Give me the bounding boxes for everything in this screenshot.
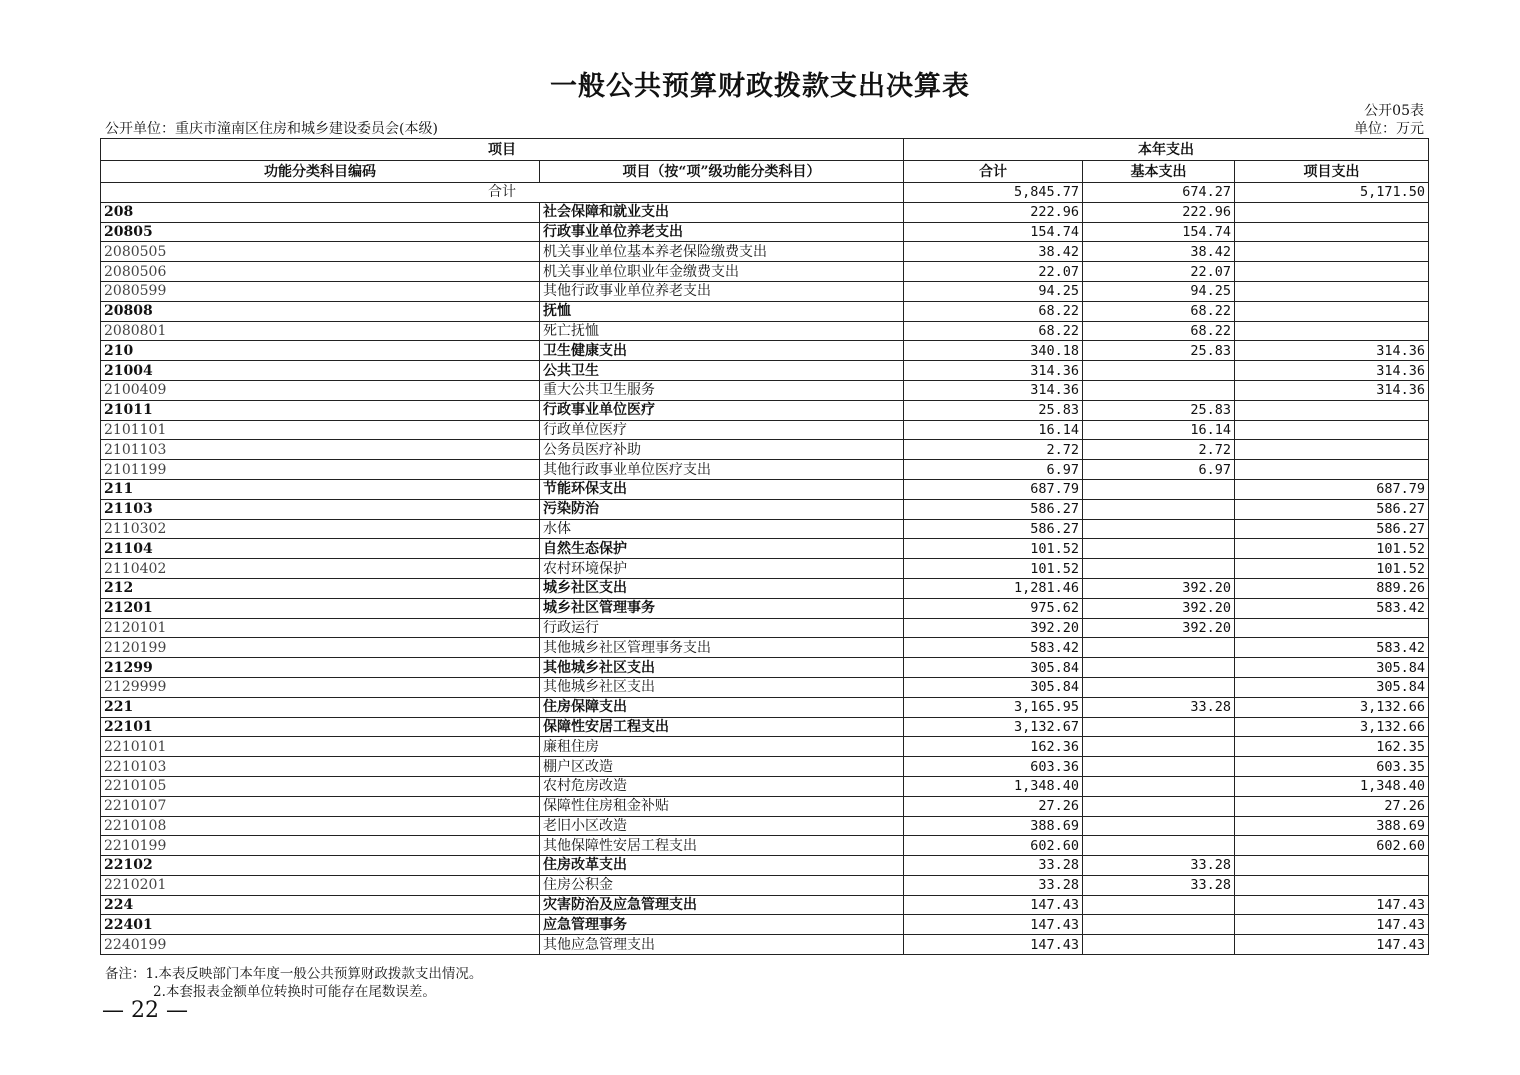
table-row [101,578,1429,598]
row-name: 污染防治 [540,499,904,519]
table-row [101,796,1429,816]
row-code: 2101199 [101,460,540,480]
row-name: 公共卫生 [540,361,904,381]
row-item: 27.26 [1235,796,1429,816]
table-row [101,737,1429,757]
header-project: 项目 [101,139,904,161]
table-row [101,321,1429,341]
row-item: 101.52 [1235,559,1429,579]
row-code: 2210108 [101,816,540,836]
row-total: 147.43 [904,935,1083,955]
row-basic: 68.22 [1083,301,1235,321]
row-basic: 16.14 [1083,420,1235,440]
header-item: 项目支出 [1235,161,1429,183]
row-code: 2210107 [101,796,540,816]
total-total: 5,845.77 [904,183,1083,203]
table-row [101,479,1429,499]
table-row [101,242,1429,262]
row-basic [1083,895,1235,915]
row-basic [1083,776,1235,796]
row-basic [1083,915,1235,935]
row-basic [1083,499,1235,519]
row-code: 22401 [101,915,540,935]
row-item [1235,856,1429,876]
row-total: 94.25 [904,281,1083,301]
row-total: 68.22 [904,301,1083,321]
row-name: 重大公共卫生服务 [540,380,904,400]
row-item: 583.42 [1235,598,1429,618]
total-basic: 674.27 [1083,183,1235,203]
row-item [1235,321,1429,341]
row-name: 其他行政事业单位医疗支出 [540,460,904,480]
table-row [101,638,1429,658]
row-basic [1083,559,1235,579]
row-item: 1,348.40 [1235,776,1429,796]
page-number: — 22 — [102,998,188,1023]
row-name: 其他行政事业单位养老支出 [540,281,904,301]
row-basic: 392.20 [1083,578,1235,598]
row-code: 22102 [101,856,540,876]
row-total: 38.42 [904,242,1083,262]
expenditure-table [100,138,1429,955]
row-name: 公务员医疗补助 [540,440,904,460]
row-total: 340.18 [904,341,1083,361]
row-total: 305.84 [904,658,1083,678]
row-item [1235,400,1429,420]
table-row [101,499,1429,519]
table-row [101,519,1429,539]
row-basic [1083,816,1235,836]
row-basic [1083,796,1235,816]
row-total: 3,165.95 [904,697,1083,717]
row-name: 农村环境保护 [540,559,904,579]
table-row [101,836,1429,856]
row-code: 21299 [101,658,540,678]
row-item: 603.35 [1235,757,1429,777]
row-name: 行政事业单位医疗 [540,400,904,420]
row-code: 212 [101,578,540,598]
row-basic [1083,717,1235,737]
row-item [1235,262,1429,282]
row-total: 314.36 [904,361,1083,381]
row-name: 保障性安居工程支出 [540,717,904,737]
table-row [101,677,1429,697]
row-total: 68.22 [904,321,1083,341]
row-item: 147.43 [1235,915,1429,935]
row-code: 2210199 [101,836,540,856]
row-total: 33.28 [904,856,1083,876]
row-code: 20805 [101,222,540,242]
row-item: 602.60 [1235,836,1429,856]
table-row [101,816,1429,836]
row-basic [1083,519,1235,539]
row-basic: 33.28 [1083,856,1235,876]
row-basic: 68.22 [1083,321,1235,341]
row-basic: 22.07 [1083,262,1235,282]
row-code: 208 [101,202,540,222]
row-name: 农村危房改造 [540,776,904,796]
row-code: 2101101 [101,420,540,440]
row-name: 节能环保支出 [540,479,904,499]
row-basic [1083,677,1235,697]
row-code: 21104 [101,539,540,559]
header-row-2 [101,161,1429,183]
row-basic: 6.97 [1083,460,1235,480]
row-basic: 222.96 [1083,202,1235,222]
row-item: 3,132.66 [1235,717,1429,737]
row-code: 2110402 [101,559,540,579]
row-code: 21011 [101,400,540,420]
row-total: 147.43 [904,915,1083,935]
table-row [101,697,1429,717]
row-item: 314.36 [1235,380,1429,400]
row-item: 147.43 [1235,935,1429,955]
row-item: 305.84 [1235,677,1429,697]
row-name: 其他城乡社区支出 [540,677,904,697]
row-code: 2110302 [101,519,540,539]
row-total: 33.28 [904,875,1083,895]
row-basic [1083,836,1235,856]
row-code: 22101 [101,717,540,737]
row-name: 其他城乡社区管理事务支出 [540,638,904,658]
row-basic: 38.42 [1083,242,1235,262]
row-name: 应急管理事务 [540,915,904,935]
row-item [1235,440,1429,460]
row-basic: 392.20 [1083,618,1235,638]
row-name: 城乡社区管理事务 [540,598,904,618]
table-row [101,420,1429,440]
row-total: 101.52 [904,539,1083,559]
row-item [1235,281,1429,301]
row-total: 305.84 [904,677,1083,697]
row-total: 2.72 [904,440,1083,460]
table-row [101,262,1429,282]
row-item [1235,875,1429,895]
row-total: 101.52 [904,559,1083,579]
header-code: 功能分类科目编码 [101,161,540,183]
currency-unit: 单位：万元 [1354,121,1424,137]
table-row [101,895,1429,915]
table-row [101,935,1429,955]
row-total: 147.43 [904,895,1083,915]
row-total: 687.79 [904,479,1083,499]
table-row [101,301,1429,321]
row-basic [1083,361,1235,381]
row-code: 2080506 [101,262,540,282]
table-row [101,460,1429,480]
row-item: 388.69 [1235,816,1429,836]
row-name: 其他城乡社区支出 [540,658,904,678]
table-row [101,361,1429,381]
header-name: 项目（按“项”级功能分类科目） [540,161,904,183]
row-total: 162.36 [904,737,1083,757]
row-basic [1083,935,1235,955]
row-basic: 94.25 [1083,281,1235,301]
table-row [101,559,1429,579]
row-total: 6.97 [904,460,1083,480]
table-row [101,341,1429,361]
row-code: 2210103 [101,757,540,777]
table-row [101,539,1429,559]
row-name: 自然生态保护 [540,539,904,559]
row-code: 2240199 [101,935,540,955]
table-row [101,598,1429,618]
header-current-year: 本年支出 [904,139,1429,161]
row-total: 1,348.40 [904,776,1083,796]
row-code: 21004 [101,361,540,381]
row-total: 16.14 [904,420,1083,440]
row-name: 其他应急管理支出 [540,935,904,955]
row-total: 586.27 [904,499,1083,519]
row-name: 保障性住房租金补贴 [540,796,904,816]
row-item [1235,202,1429,222]
row-name: 住房改革支出 [540,856,904,876]
row-total: 222.96 [904,202,1083,222]
row-name: 行政运行 [540,618,904,638]
row-item [1235,242,1429,262]
row-total: 602.60 [904,836,1083,856]
table-row [101,658,1429,678]
note-2: 2.本套报表金额单位转换时可能存在尾数误差。 [153,984,436,1000]
row-item: 583.42 [1235,638,1429,658]
table-row [101,717,1429,737]
row-code: 2129999 [101,677,540,697]
header-total: 合计 [904,161,1083,183]
table-row [101,618,1429,638]
total-item: 5,171.50 [1235,183,1429,203]
row-total: 392.20 [904,618,1083,638]
form-number: 公开05表 [1364,103,1424,119]
row-code: 2120101 [101,618,540,638]
row-name: 机关事业单位基本养老保险缴费支出 [540,242,904,262]
row-code: 211 [101,479,540,499]
header-row-1 [101,139,1429,161]
row-code: 2080801 [101,321,540,341]
row-name: 抚恤 [540,301,904,321]
row-basic [1083,757,1235,777]
table-row [101,915,1429,935]
row-item: 687.79 [1235,479,1429,499]
row-item [1235,618,1429,638]
reporting-unit: 公开单位：重庆市潼南区住房和城乡建设委员会(本级) [105,121,438,137]
row-item: 314.36 [1235,361,1429,381]
row-item: 889.26 [1235,578,1429,598]
row-name: 城乡社区支出 [540,578,904,598]
row-total: 975.62 [904,598,1083,618]
row-total: 25.83 [904,400,1083,420]
row-basic: 2.72 [1083,440,1235,460]
row-code: 224 [101,895,540,915]
header-basic: 基本支出 [1083,161,1235,183]
total-row [101,183,1429,203]
table-row [101,875,1429,895]
row-code: 21103 [101,499,540,519]
row-total: 586.27 [904,519,1083,539]
row-total: 3,132.67 [904,717,1083,737]
table-row [101,400,1429,420]
row-item: 305.84 [1235,658,1429,678]
row-item: 586.27 [1235,519,1429,539]
row-total: 603.36 [904,757,1083,777]
table-row [101,281,1429,301]
row-basic: 33.28 [1083,697,1235,717]
table-row [101,757,1429,777]
row-item: 314.36 [1235,341,1429,361]
row-code: 2210105 [101,776,540,796]
row-name: 行政单位医疗 [540,420,904,440]
row-total: 154.74 [904,222,1083,242]
row-basic [1083,479,1235,499]
row-total: 583.42 [904,638,1083,658]
row-name: 住房公积金 [540,875,904,895]
row-code: 210 [101,341,540,361]
row-name: 老旧小区改造 [540,816,904,836]
row-code: 2080599 [101,281,540,301]
row-basic [1083,380,1235,400]
row-code: 221 [101,697,540,717]
row-basic: 25.83 [1083,400,1235,420]
row-item [1235,222,1429,242]
row-name: 行政事业单位养老支出 [540,222,904,242]
row-total: 1,281.46 [904,578,1083,598]
row-name: 水体 [540,519,904,539]
row-name: 住房保障支出 [540,697,904,717]
row-total: 27.26 [904,796,1083,816]
row-basic: 392.20 [1083,598,1235,618]
row-basic [1083,658,1235,678]
row-name: 死亡抚恤 [540,321,904,341]
row-total: 388.69 [904,816,1083,836]
row-name: 灾害防治及应急管理支出 [540,895,904,915]
row-code: 2080505 [101,242,540,262]
page-title: 一般公共预算财政拨款支出决算表 [550,71,970,102]
row-name: 社会保障和就业支出 [540,202,904,222]
row-basic: 33.28 [1083,875,1235,895]
table-row [101,776,1429,796]
total-label: 合计 [101,183,904,203]
table-row [101,856,1429,876]
row-name: 卫生健康支出 [540,341,904,361]
row-code: 2100409 [101,380,540,400]
row-code: 20808 [101,301,540,321]
row-item [1235,301,1429,321]
row-code: 21201 [101,598,540,618]
note-1: 备注：1.本表反映部门本年度一般公共预算财政拨款支出情况。 [105,966,483,982]
row-code: 2210201 [101,875,540,895]
row-item [1235,420,1429,440]
table-row [101,202,1429,222]
row-item: 162.35 [1235,737,1429,757]
table-row [101,440,1429,460]
row-item: 586.27 [1235,499,1429,519]
row-name: 廉租住房 [540,737,904,757]
row-code: 2120199 [101,638,540,658]
row-basic [1083,539,1235,559]
row-item [1235,460,1429,480]
row-basic [1083,737,1235,757]
row-name: 棚户区改造 [540,757,904,777]
row-item: 3,132.66 [1235,697,1429,717]
row-code: 2101103 [101,440,540,460]
row-name: 机关事业单位职业年金缴费支出 [540,262,904,282]
row-basic: 154.74 [1083,222,1235,242]
row-total: 314.36 [904,380,1083,400]
table-row [101,380,1429,400]
row-item: 101.52 [1235,539,1429,559]
row-code: 2210101 [101,737,540,757]
row-basic: 25.83 [1083,341,1235,361]
table-row [101,222,1429,242]
row-basic [1083,638,1235,658]
row-name: 其他保障性安居工程支出 [540,836,904,856]
row-item: 147.43 [1235,895,1429,915]
row-total: 22.07 [904,262,1083,282]
